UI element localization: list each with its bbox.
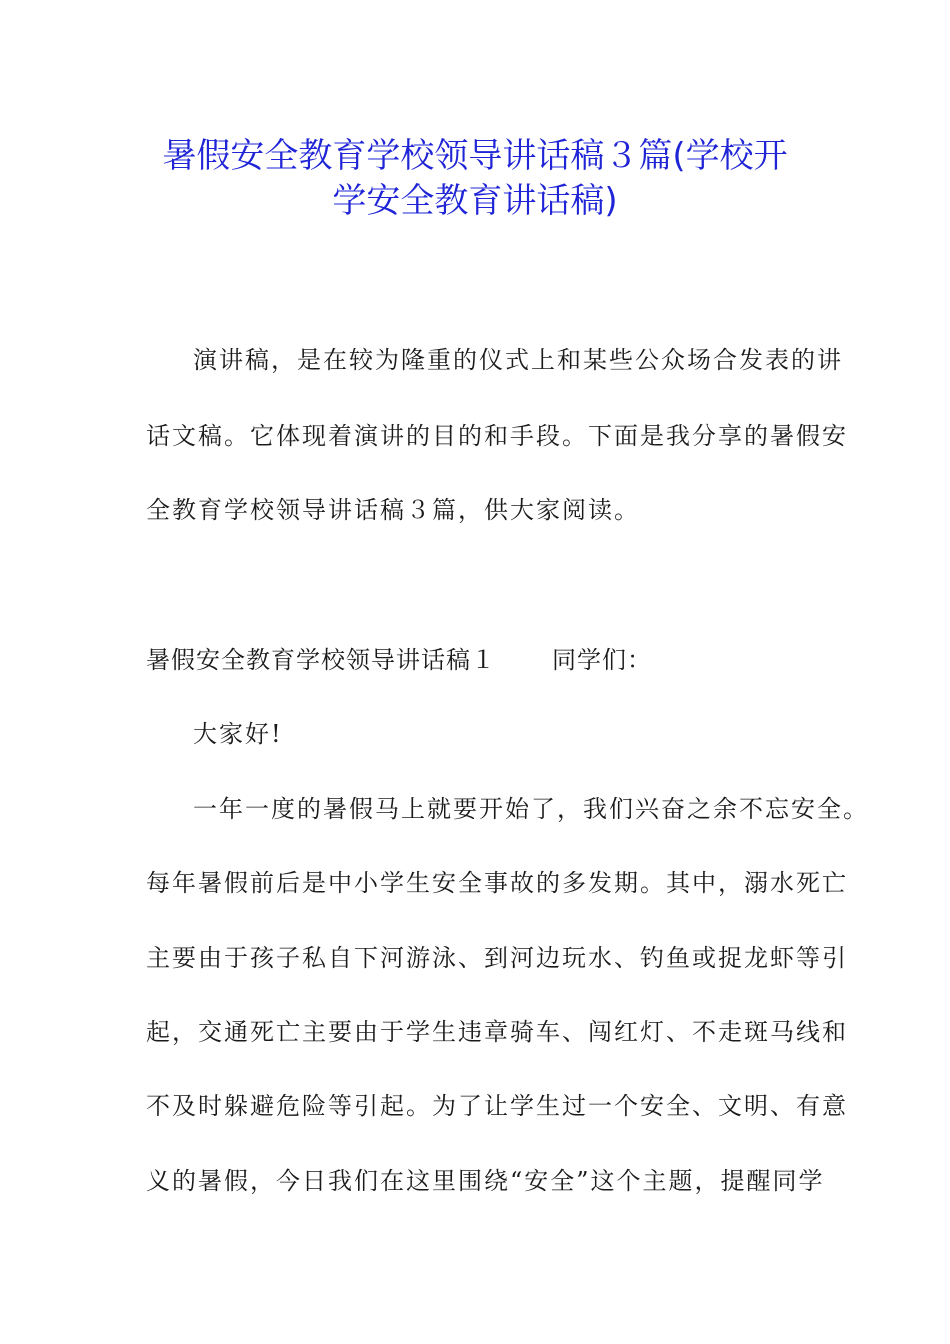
section-heading-row bbox=[146, 645, 652, 675]
intro-paragraph-line-1: 演讲稿，是在较为隆重的仪式上和某些公众场合发表的讲 bbox=[193, 346, 843, 374]
document-title-line-2: 学安全教育讲话稿) bbox=[332, 181, 618, 221]
body-paragraph-line-2: 每年暑假前后是中小学生安全事故的多发期。其中，溺水死亡 bbox=[146, 869, 848, 897]
document-title-line-1: 暑假安全教育学校领导讲话稿３篇(学校开 bbox=[162, 136, 788, 176]
intro-paragraph-line-3: 全教育学校领导讲话稿３篇，供大家阅读。 bbox=[146, 496, 640, 524]
body-paragraph-line-1: 一年一度的暑假马上就要开始了，我们兴奋之余不忘安全。 bbox=[193, 795, 869, 823]
section-greeting: 同学们： bbox=[552, 646, 652, 674]
section-heading: 暑假安全教育学校领导讲话稿１ bbox=[146, 646, 496, 674]
body-paragraph-line-4: 起，交通死亡主要由于学生违章骑车、闯红灯、不走斑马线和 bbox=[146, 1018, 848, 1046]
intro-paragraph-line-2: 话文稿。它体现着演讲的目的和手段。下面是我分享的暑假安 bbox=[146, 422, 848, 450]
salutation: 大家好! bbox=[193, 720, 283, 748]
body-paragraph-line-3: 主要由于孩子私自下河游泳、到河边玩水、钓鱼或捉龙虾等引 bbox=[146, 944, 848, 972]
body-paragraph-line-5: 不及时躲避危险等引起。为了让学生过一个安全、文明、有意 bbox=[146, 1092, 848, 1120]
body-paragraph-line-6: 义的暑假，今日我们在这里围绕“安全”这个主题，提醒同学 bbox=[146, 1167, 825, 1195]
